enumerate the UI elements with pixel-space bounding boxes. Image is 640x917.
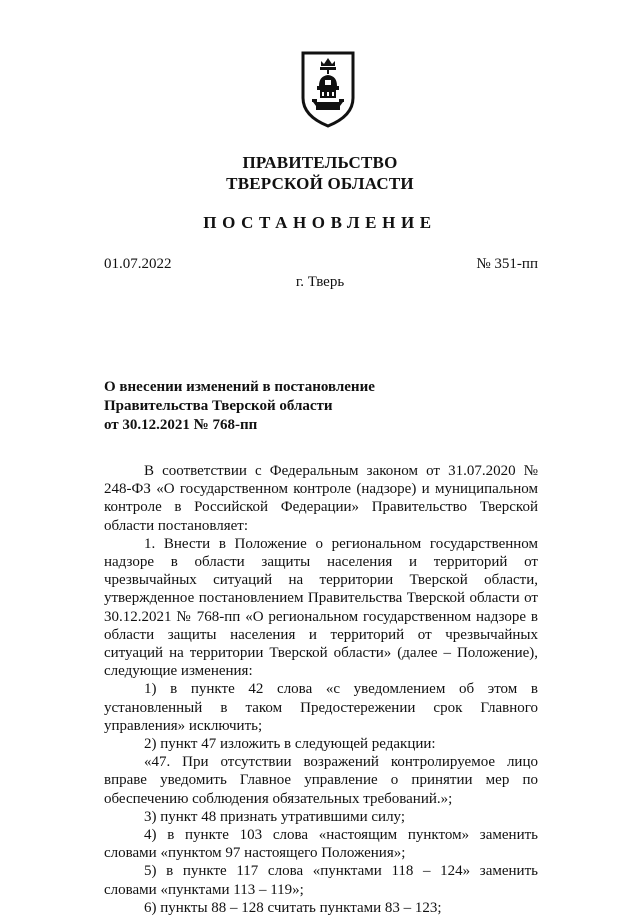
paragraph-subitem-6: 6) пункты 88 – 128 считать пунктами 83 – 123; bbox=[144, 899, 442, 916]
document-body bbox=[104, 462, 538, 917]
coat-of-arms-emblem bbox=[300, 50, 356, 128]
paragraph-subitem-2: 2) пункт 47 изложить в следующей редакции: bbox=[144, 736, 436, 753]
document-subject bbox=[104, 378, 375, 435]
subject-line: Правительства Тверской области bbox=[104, 398, 333, 414]
paragraph-subitem-1: 1) в пункте 42 слова «с уведомлением об этом в установленный в таком Предостережении срок Главного управления» исключить; bbox=[104, 681, 538, 734]
document-number: № 351-пп bbox=[476, 256, 538, 272]
document-date: 01.07.2022 bbox=[104, 256, 172, 272]
paragraph-subitem-4: 4) в пункте 103 слова «настоящим пунктом» заменить словами «пунктом 97 настоящего Положения»; bbox=[104, 827, 538, 862]
org-name-line1: ПРАВИТЕЛЬСТВО bbox=[242, 153, 398, 172]
document-type: ПОСТАНОВЛЕНИЕ bbox=[203, 213, 437, 232]
paragraph-item-1: 1. Внести в Положение о региональном государственном надзоре в области защиты населения и территорий от чрезвычайных ситуаций на территории Тверской области, утвержденное постановлением Правительства Тверской области от 30.12.2021 № 768-пп «О региональном государственном надзоре в области защиты населения и территорий от чрезвычайных ситуаций на территории Тверской области» (далее – Положение), следующие изменения: bbox=[104, 535, 538, 680]
paragraph-quote-47: «47. При отсутствии возражений контролируемое лицо вправе уведомить Главное управление о принятии мер по обеспечению соблюдения обязательных требований.»; bbox=[104, 754, 538, 807]
paragraph-preamble: В соответствии с Федеральным законом от 31.07.2020 № 248-ФЗ «О государственном контроле (надзоре) и муниципальном контроле в Российской Федерации» Правительство Тверской области постановляет: bbox=[104, 463, 538, 534]
org-name-line2: ТВЕРСКОЙ ОБЛАСТИ bbox=[226, 174, 414, 193]
document-city: г. Тверь bbox=[295, 274, 345, 290]
subject-line: от 30.12.2021 № 768-пп bbox=[104, 417, 258, 433]
subject-line: О внесении изменений в постановление bbox=[104, 379, 375, 395]
paragraph-subitem-5: 5) в пункте 117 слова «пунктами 118 – 124» заменить словами «пунктами 113 – 119»; bbox=[104, 863, 538, 898]
paragraph-subitem-3: 3) пункт 48 признать утратившими силу; bbox=[144, 808, 406, 825]
